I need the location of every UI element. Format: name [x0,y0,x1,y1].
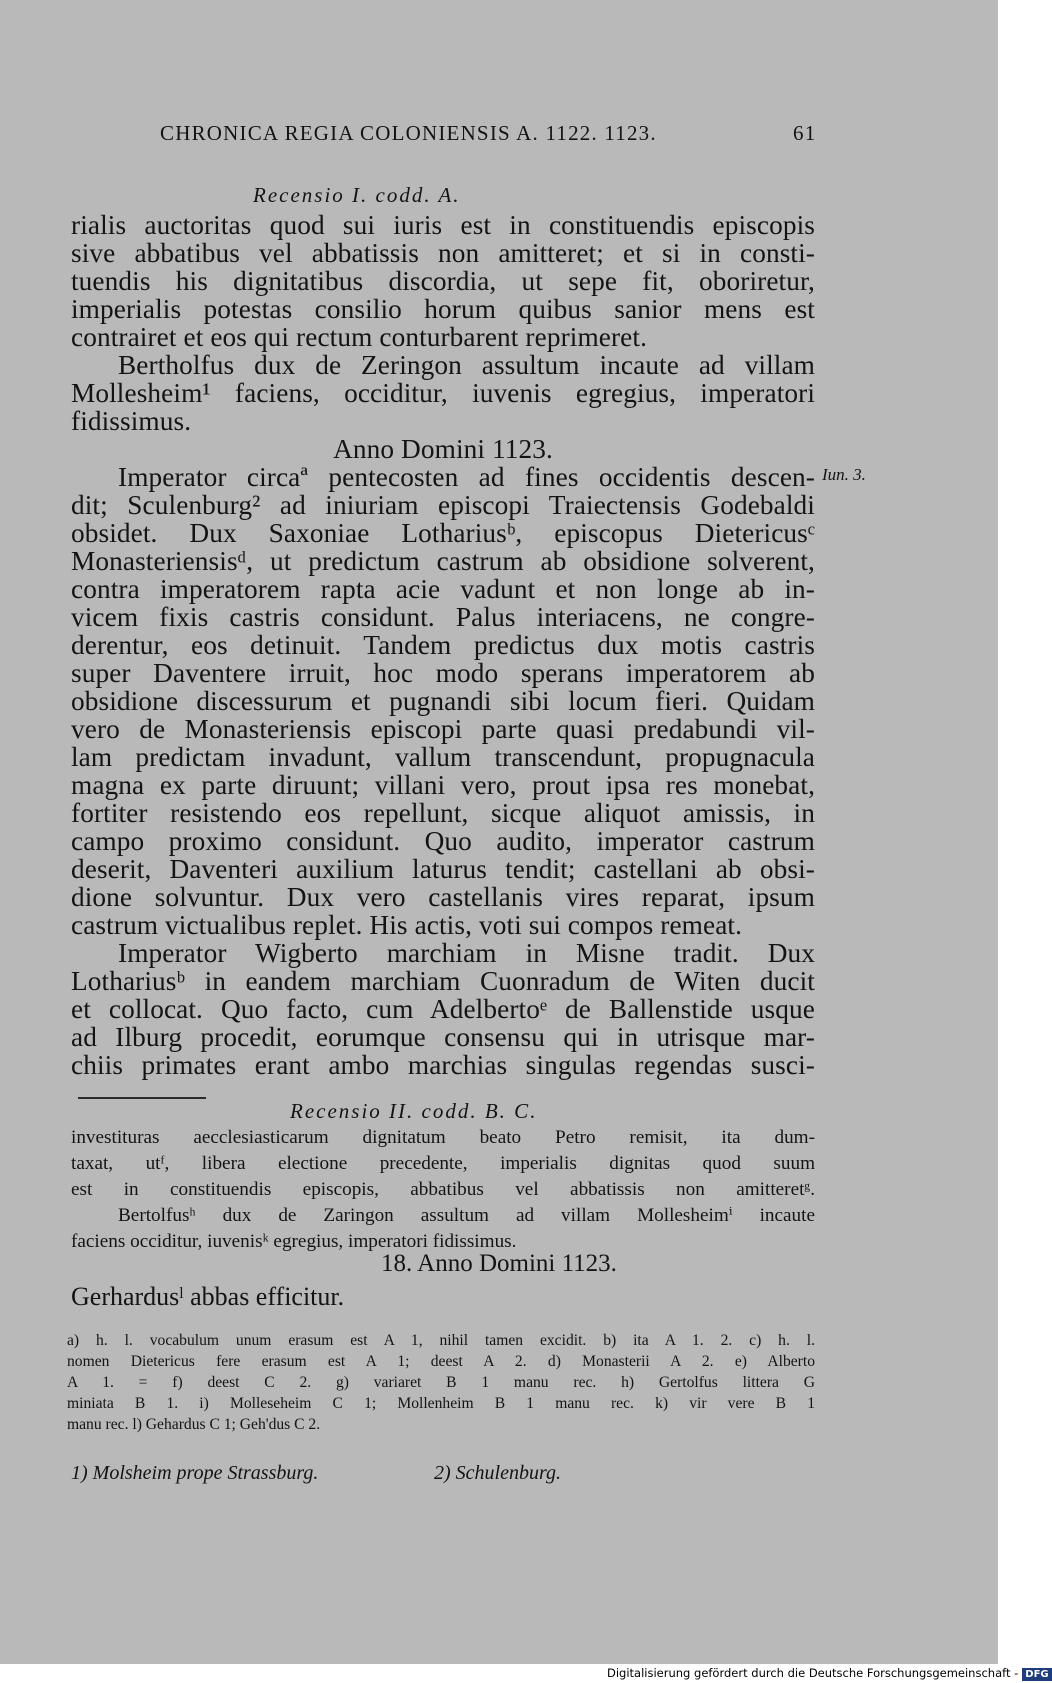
text-line: Mollesheim¹ faciens, occiditur, iuvenis egregius, imperatori [71,378,815,408]
text-line: vicem fixis castris considunt. Palus interiacens, ne congre- [71,602,815,632]
recensio-2-year-heading: 18. Anno Domini 1123. [381,1250,617,1277]
text-line: fortiter resistendo eos repellunt, sicque aliquot amissis, in [71,798,815,828]
header-title: CHRONICA REGIA COLONIENSIS A. 1122. 1123. [160,121,657,145]
recensio-1-label: Recensio I. codd. A. [253,183,461,207]
text-line: fidissimus. [71,406,192,436]
funding-footer [607,1666,1052,1681]
separator-rule [78,1097,206,1099]
footnote-1-text: 1) Molsheim prope Strassburg. [71,1462,319,1484]
text-line: Lothariusᵇ in eandem marchiam Cuonradum de Witen ducit [71,966,815,996]
text-line: vero de Monasteriensis episcopi parte quasi predabundi vil- [71,714,815,744]
footnote-2-text: 2) Schulenburg. [434,1462,562,1484]
text-line: Bertholfus dux de Zeringon assultum incaute ad villam [118,350,815,380]
recensio-2-label: Recensio II. codd. B. C. [290,1099,538,1123]
note-line: miniata B 1. i) Molleseheim C 1; Mollenheim B 1 manu rec. k) vir vere B 1 [67,1395,815,1412]
critical-apparatus [67,1330,815,1435]
text-line: magna ex parte diruunt; villani vero, prout ipsa res monebat, [71,770,815,800]
text-line: derentur, eos detinuit. Tandem predictus dux motis castris [71,630,815,660]
text-line: imperialis potestas consilio horum quibus sanior mens est [71,294,815,324]
text-line: et collocat. Quo facto, cum Adelbertoᵉ de Ballenstide usque [71,994,815,1024]
text-line: campo proximo considunt. Quo audito, imperator castrum [71,826,815,856]
text-line: deserit, Daventeri auxilium laturus tendit; castellani ab obsi- [71,854,815,884]
text-line: Monasteriensisᵈ, ut predictum castrum ab obsidione solverent, [71,546,815,576]
text-line: sive abbatibus vel abbatissis non amitteret; et si in consti- [71,238,815,268]
footnote-2 [434,1462,561,1485]
dfg-logo: DFG [1022,1668,1051,1681]
text-line: super Daventere irruit, hoc modo sperans imperatorem ab [71,658,815,688]
year-heading: Anno Domini 1123. [333,434,553,464]
text-line: tuendis his dignitatibus discordia, ut sepe fit, oboriretur, [71,266,815,296]
text-line: obsidet. Dux Saxoniae Lothariusᵇ, episcopus Dietericusᶜ [71,518,815,548]
text-line: taxat, utᶠ, libera electione precedente, imperialis dignitas quod suum [71,1153,815,1174]
text-line: contrairet et eos qui rectum conturbarent reprimeret. [71,322,648,352]
text-line: dit; Sculenburg² ad iniuriam episcopi Traiectensis Godebaldi [71,490,815,520]
text-line: lam predictam invadunt, vallum transcendunt, propugnacula [71,742,815,772]
text-line: contra imperatorem rapta acie vadunt et non longe ab in- [71,574,815,604]
text-line: Imperator Wigberto marchiam in Misne tradit. Dux [118,938,815,968]
text-line: castrum victualibus replet. His actis, voti sui compos remeat. [71,910,743,940]
text-line: ad Ilburg procedit, eorumque consensu qui in utrisque mar- [71,1022,815,1052]
main-text [71,211,815,1079]
text-line: dione solvuntur. Dux vero castellanis vires reparat, ipsum [71,882,815,912]
margin-note: Iun. 3. [822,465,866,484]
note-line: nomen Dietericus fere erasum est A 1; deest A 2. d) Monasterii A 2. e) Alberto [67,1353,815,1370]
recensio-2-text [71,1125,815,1255]
text-line: investituras aecclesiasticarum dignitatum beato Petro remisit, ita dum- [71,1127,815,1148]
note-line: A 1. = f) deest C 2. g) variaret B 1 manu rec. h) Gertolfus littera G [67,1374,815,1391]
text-line: faciens occiditur, iuvenisᵏ egregius, imperatori fidissimus. [71,1231,517,1252]
text-line: chiis primates erant ambo marchias singulas regendas susci- [71,1050,815,1080]
footnote-1 [71,1462,318,1485]
recensio-2-last-line: Gerhardusˡ abbas efficitur. [71,1282,345,1311]
note-line: a) h. l. vocabulum unum erasum est A 1, nihil tamen excidit. b) ita A 1. 2. c) h. l. [67,1332,815,1349]
text-line: Bertolfusʰ dux de Zaringon assultum ad villam Mollesheimⁱ incaute [118,1205,815,1226]
text-line: Imperator circaª pentecosten ad fines occidentis descen- [118,462,815,492]
note-line: manu rec. l) Gehardus C 1; Geh'dus C 2. [67,1416,321,1433]
text-line: est in constituendis episcopis, abbatibus vel abbatissis non amitteretᵍ. [71,1179,815,1200]
text-line: rialis auctoritas quod sui iuris est in constituendis episcopis [71,210,815,240]
text-line: obsidione discessurum et pugnandi sibi locum fieri. Quidam [71,686,815,716]
page-number: 61 [793,121,817,145]
footer-text: Digitalisierung gefördert durch die Deutsche Forschungsgemeinschaft - [607,1666,1019,1680]
